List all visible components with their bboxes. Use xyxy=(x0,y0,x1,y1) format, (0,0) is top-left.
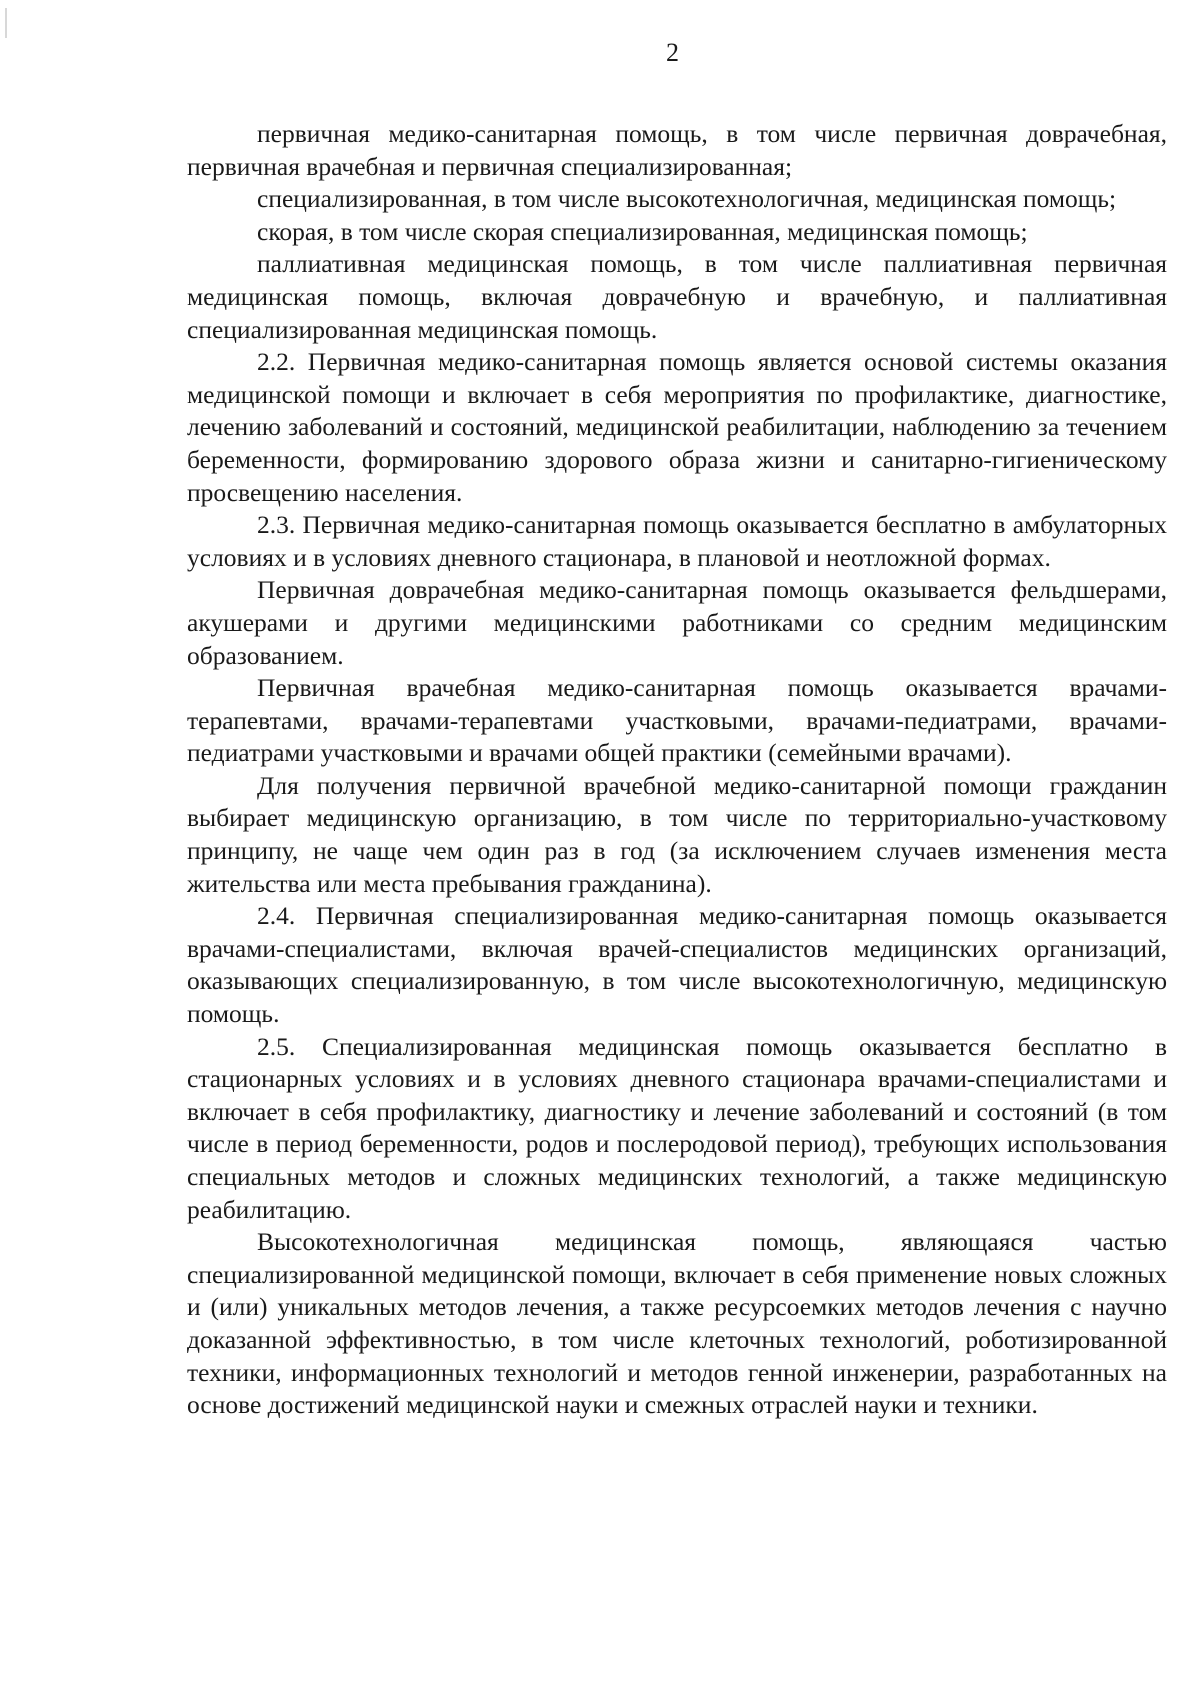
paragraph-pre-physician-care: Первичная доврачебная медико-санитарная помощь оказывается фельдшерами, акушерами и другими медицинскими работниками со средним медицинским образованием. xyxy=(187,575,1167,670)
scan-edge-mark xyxy=(5,8,7,38)
paragraph-section-2-4: 2.4. Первичная специализированная медико-санитарная помощь оказывается врачами-специалистами, включая врачей-специалистов медицинских организаций, оказывающих специализированную, в том числе высокотехнологичную, медицинскую помощь. xyxy=(187,901,1167,1029)
document-body xyxy=(187,118,1167,1422)
paragraph-section-2-5: 2.5. Специализированная медицинская помощь оказывается бесплатно в стационарных условиях и в условиях дневного стационара врачами-специалистами и включает в себя профилактику, диагностику и лечение заболеваний и состояний (в том числе в период беременности, родов и послеродовой период), требующих использования специальных методов и сложных медицинских технологий, а также медицинскую реабилитацию. xyxy=(187,1031,1167,1224)
paragraph-specialized-care-type: специализированная, в том числе высокотехнологичная, медицинская помощь; xyxy=(257,184,1117,214)
paragraph-emergency-care-type: скорая, в том числе скорая специализированная, медицинская помощь; xyxy=(257,216,1028,246)
paragraph-palliative-care-type: паллиативная медицинская помощь, в том числе паллиативная первичная медицинская помощь, включая доврачебную и врачебную, и паллиативная специализированная медицинская помощь. xyxy=(187,249,1167,344)
paragraph-section-2-2: 2.2. Первичная медико-санитарная помощь является основой системы оказания медицинской помощи и включает в себя мероприятия по профилактике, диагностике, лечению заболеваний и состояний, медицинской реабилитации, наблюдению за течением беременности, формированию здорового образа жизни и санитарно-гигиеническому просвещению населения. xyxy=(187,347,1167,507)
paragraph-physician-care: Первичная врачебная медико-санитарная помощь оказывается врачами-терапевтами, врачами-терапевтами участковыми, врачами-педиатрами, врачами-педиатрами участковыми и врачами общей практики (семейными врачами). xyxy=(187,673,1167,768)
page-number: 2 xyxy=(666,38,679,67)
paragraph-choosing-organization: Для получения первичной врачебной медико-санитарной помощи гражданин выбирает медицинскую организацию, в том числе по территориально-участковому принципу, не чаще чем один раз в год (за исключением случаев изменения места жительства или места пребывания гражданина). xyxy=(187,770,1167,898)
paragraph-primary-care-types: первичная медико-санитарная помощь, в том числе первичная доврачебная, первичная врачебная и первичная специализированная; xyxy=(187,119,1167,181)
paragraph-section-2-3: 2.3. Первичная медико-санитарная помощь оказывается бесплатно в амбулаторных условиях и в условиях дневного стационара, в плановой и неотложной формах. xyxy=(187,510,1167,572)
paragraph-high-tech-care: Высокотехнологичная медицинская помощь, являющаяся частью специализированной медицинской помощи, включает в себя применение новых сложных и (или) уникальных методов лечения, а также ресурсоемких методов лечения с научно доказанной эффективностью, в том числе клеточных технологий, роботизированной техники, информационных технологий и методов генной инженерии, разработанных на основе достижений медицинской науки и смежных отраслей науки и техники. xyxy=(187,1227,1167,1420)
